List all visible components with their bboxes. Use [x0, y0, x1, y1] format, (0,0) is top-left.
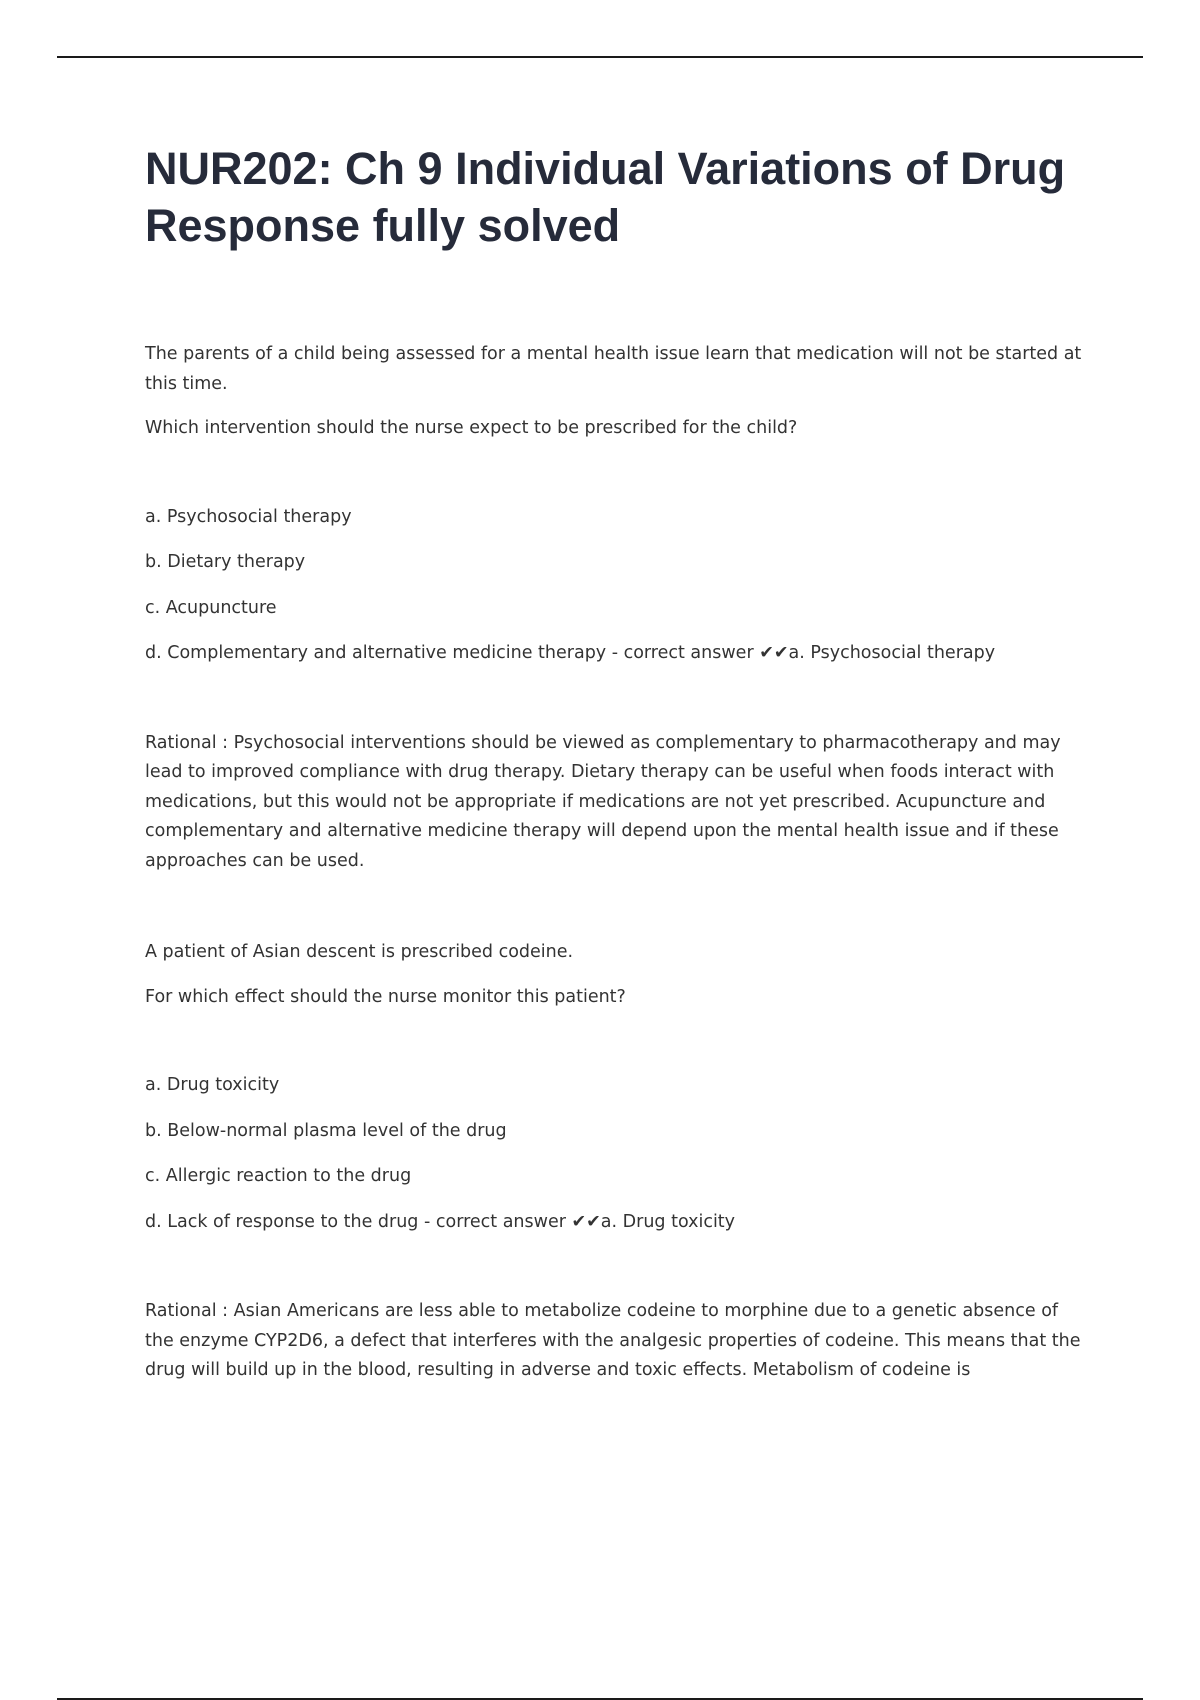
question-stem: The parents of a child being assessed for a mental health issue learn that medication will not be started at this time.: [145, 344, 1082, 394]
question-prompt: For which effect should the nurse monitor this patient?: [145, 986, 626, 1007]
question-2: [145, 938, 1085, 1386]
top-rule: [57, 56, 1143, 58]
question-stem: A patient of Asian descent is prescribed codeine.: [145, 942, 574, 962]
answer-options: [145, 503, 1085, 669]
question-1: [145, 340, 1085, 876]
document-title: NUR202: Ch 9 Individual Variations of Drug Response fully solved: [145, 143, 1066, 251]
answer-option-d: d. Lack of response to the drug - correct answer ✔✔a. Drug toxicity: [145, 1211, 736, 1232]
document-body: [145, 140, 1085, 1386]
answer-option-a: a. Drug toxicity: [145, 1075, 280, 1095]
answer-options: [145, 1071, 1085, 1237]
answer-option-c: c. Acupuncture: [145, 597, 277, 618]
answer-option-b: b. Dietary therapy: [145, 552, 306, 572]
question-prompt: Which intervention should the nurse expect to be prescribed for the child?: [145, 418, 798, 438]
answer-option-d: d. Complementary and alternative medicine therapy - correct answer ✔✔a. Psychosocial therapy: [145, 643, 996, 663]
rationale: Rational : Asian Americans are less able to metabolize codeine to morphine due to a genetic absence of the enzyme CYP2D6, a defect that interferes with the analgesic properties of codeine. This means that the drug will build up in the blood, resulting in adverse and toxic effects. Metabolism of codeine is: [145, 1301, 1081, 1380]
answer-option-a: a. Psychosocial therapy: [145, 506, 352, 527]
answer-option-b: b. Below-normal plasma level of the drug: [145, 1120, 507, 1141]
rationale: Rational : Psychosocial interventions should be viewed as complementary to pharmacotherapy and may lead to improved compliance with drug therapy. Dietary therapy can be useful when foods interact with medications, but this would not be appropriate if medications are not yet prescribed. Acupuncture and complementary and alternative medicine therapy will depend upon the mental health issue and if these approaches can be used.: [145, 732, 1061, 871]
answer-option-c: c. Allergic reaction to the drug: [145, 1166, 412, 1186]
